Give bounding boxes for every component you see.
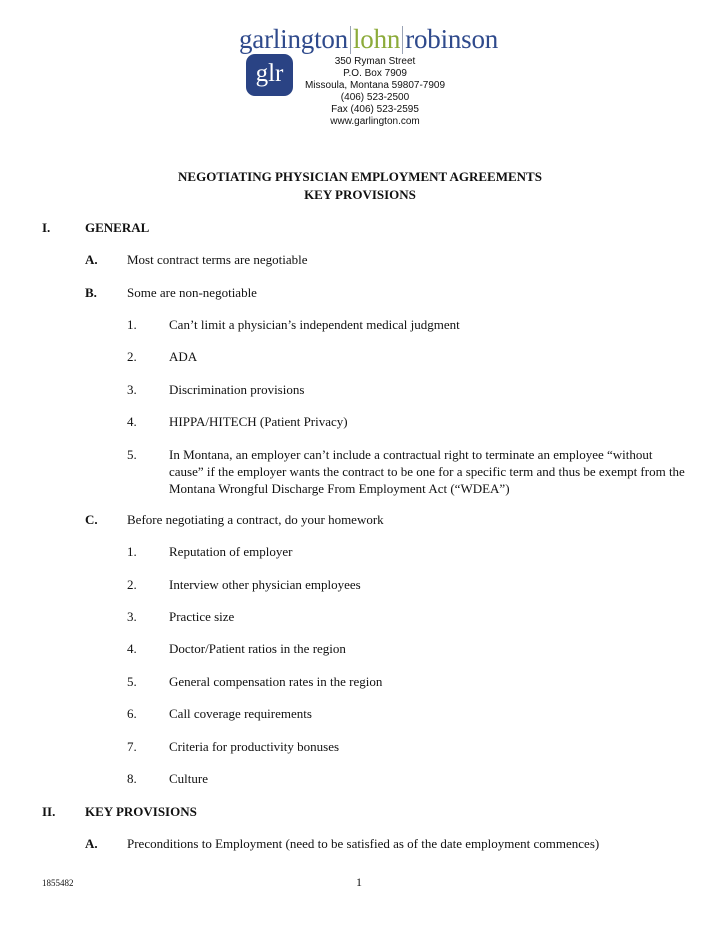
subitem-number: 3. bbox=[127, 382, 137, 397]
firm-logo-wordmark bbox=[239, 24, 498, 54]
glr-logo-badge: glr bbox=[246, 54, 293, 96]
subitem-number: 4. bbox=[127, 641, 137, 656]
subitem-number: 1. bbox=[127, 317, 137, 332]
subitem-text: In Montana, an employer can’t include a contractual right to terminate an employee “without cause” if the employer wants the contract to be one for a specific term and thus be exempt from the Montana Wrongful Discharge From Employment Act (“WDEA”) bbox=[169, 447, 685, 496]
address-line: Missoula, Montana 59807-7909 bbox=[304, 80, 446, 91]
section-number: I. bbox=[42, 220, 51, 235]
subitem-number: 1. bbox=[127, 544, 137, 559]
logo-word-garlington: garlington bbox=[239, 24, 348, 54]
document-id: 1855482 bbox=[42, 878, 74, 888]
subitem-text: HIPPA/HITECH (Patient Privacy) bbox=[169, 414, 348, 429]
subitem-text: Culture bbox=[169, 771, 208, 786]
section-heading: KEY PROVISIONS bbox=[85, 804, 197, 819]
item-letter: A. bbox=[85, 836, 98, 851]
subitem-number: 6. bbox=[127, 706, 137, 721]
page-number: 1 bbox=[356, 875, 362, 889]
document-title: NEGOTIATING PHYSICIAN EMPLOYMENT AGREEMENTS bbox=[178, 169, 542, 184]
firm-address bbox=[295, 56, 455, 128]
section-number: II. bbox=[42, 804, 56, 819]
subitem-text: ADA bbox=[169, 349, 198, 364]
item-text: Before negotiating a contract, do your homework bbox=[127, 512, 384, 527]
subitem-text: Reputation of employer bbox=[169, 544, 293, 559]
address-line: (406) 523-2500 bbox=[340, 92, 410, 103]
subitem-number: 7. bbox=[127, 739, 137, 754]
item-letter: A. bbox=[85, 252, 98, 267]
item-text: Most contract terms are negotiable bbox=[127, 252, 308, 267]
item-letter: B. bbox=[85, 285, 97, 300]
subitem-text: General compensation rates in the region bbox=[169, 674, 383, 689]
section-heading: GENERAL bbox=[85, 220, 150, 235]
address-line: www.garlington.com bbox=[330, 116, 420, 127]
subitem-text: Interview other physician employees bbox=[169, 577, 361, 592]
subitem-number: 8. bbox=[127, 771, 137, 786]
logo-word-lohn: lohn bbox=[352, 24, 401, 54]
logo-word-robinson: robinson bbox=[405, 24, 499, 54]
subitem-text: Criteria for productivity bonuses bbox=[169, 739, 340, 754]
subitem-text: Call coverage requirements bbox=[169, 706, 312, 721]
address-line: P.O. Box 7909 bbox=[343, 68, 407, 79]
address-line: 350 Ryman Street bbox=[334, 56, 416, 67]
item-text: Preconditions to Employment (need to be satisfied as of the date employment commences) bbox=[127, 836, 600, 851]
subitem-number: 2. bbox=[127, 349, 137, 364]
logo-divider bbox=[402, 26, 403, 54]
item-text: Some are non-negotiable bbox=[127, 285, 257, 300]
subitem-text: Practice size bbox=[169, 609, 235, 624]
subitem-number: 2. bbox=[127, 577, 137, 592]
logo-divider bbox=[350, 26, 351, 54]
subitem-text: Doctor/Patient ratios in the region bbox=[169, 641, 346, 656]
address-line: Fax (406) 523-2595 bbox=[331, 104, 419, 115]
subitem-number: 5. bbox=[127, 447, 137, 462]
item-letter: C. bbox=[85, 512, 98, 527]
subitem-number: 4. bbox=[127, 414, 137, 429]
subitem-text: Discrimination provisions bbox=[169, 382, 305, 397]
subitem-number: 3. bbox=[127, 609, 137, 624]
document-subtitle: KEY PROVISIONS bbox=[304, 187, 416, 202]
subitem-number: 5. bbox=[127, 674, 137, 689]
subitem-text: Can’t limit a physician’s independent medical judgment bbox=[169, 317, 460, 332]
